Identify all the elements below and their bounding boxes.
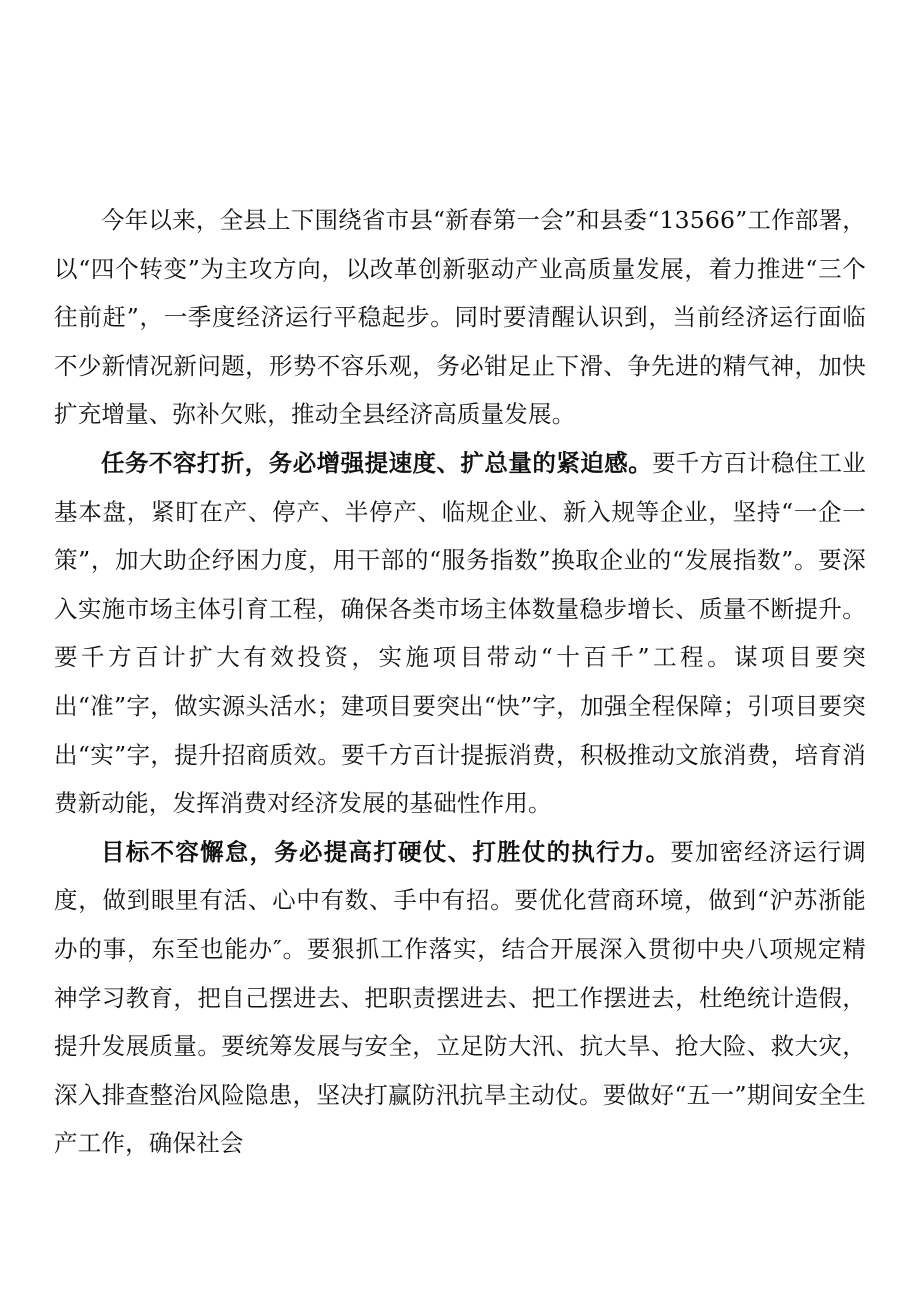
paragraph-goal [54,828,866,1168]
paragraph-goal-text: 要加密经济运行调度，做到眼里有活、心中有数、手中有招。要优化营商环境，做到“沪苏浙能办的事，东至也能办″。要狠抓工作落实，结合开展深入贯彻中央八项规定精神学习教育，把自己摆进去、把职责摆进去、把工作摆进去，杜绝统计造假，提升发展质量。要统筹发展与安全，立足防大汛、抗大旱、抢大险、救大灾，深入排查整治风险隐患，坚决打赢防汛抗旱主动仗。要做好“五一”期间安全生产工作，确保社会 [54,837,866,1158]
paragraph-task [54,439,866,828]
document-body [54,196,866,1168]
paragraph-intro [54,196,866,439]
paragraph-task-heading: 任务不容打折，务必增强提速度、扩总量的紧迫感。 [101,448,653,477]
paragraph-task-text: 要千方百计稳住工业基本盘，紧盯在产、停产、半停产、临规企业、新入规等企业，坚持“一企一策”，加大助企纾困力度，用干部的“服务指数”换取企业的“发展指数”。要深入实施市场主体引育工程，确保各类市场主体数量稳步增长、质量不断提升。要千方百计扩大有效投资，实施项目带动“十百千”工程。谋项目要突出“准”字，做实源头活水；建项目要突出“快”字，加强全程保障；引项目要突出“实”字，提升招商质效。要千方百计提振消费，积极推动文旅消费，培育消费新动能，发挥消费对经济发展的基础性作用。 [54,448,866,818]
paragraph-intro-text: 今年以来，全县上下围绕省市县“新春第一会”和县委“13566”工作部署，以“四个转变”为主攻方向，以改革创新驱动产业高质量发展，着力推进“三个往前赶”，一季度经济运行平稳起步。同时要清醒认识到，当前经济运行面临不少新情况新问题，形势不容乐观，务必钳足止下滑、争先进的精气神，加快扩充增量、弥补欠账，推动全县经济高质量发展。 [54,206,866,429]
paragraph-goal-heading: 目标不容懈怠，务必提高打硬仗、打胜仗的执行力。 [101,837,671,866]
